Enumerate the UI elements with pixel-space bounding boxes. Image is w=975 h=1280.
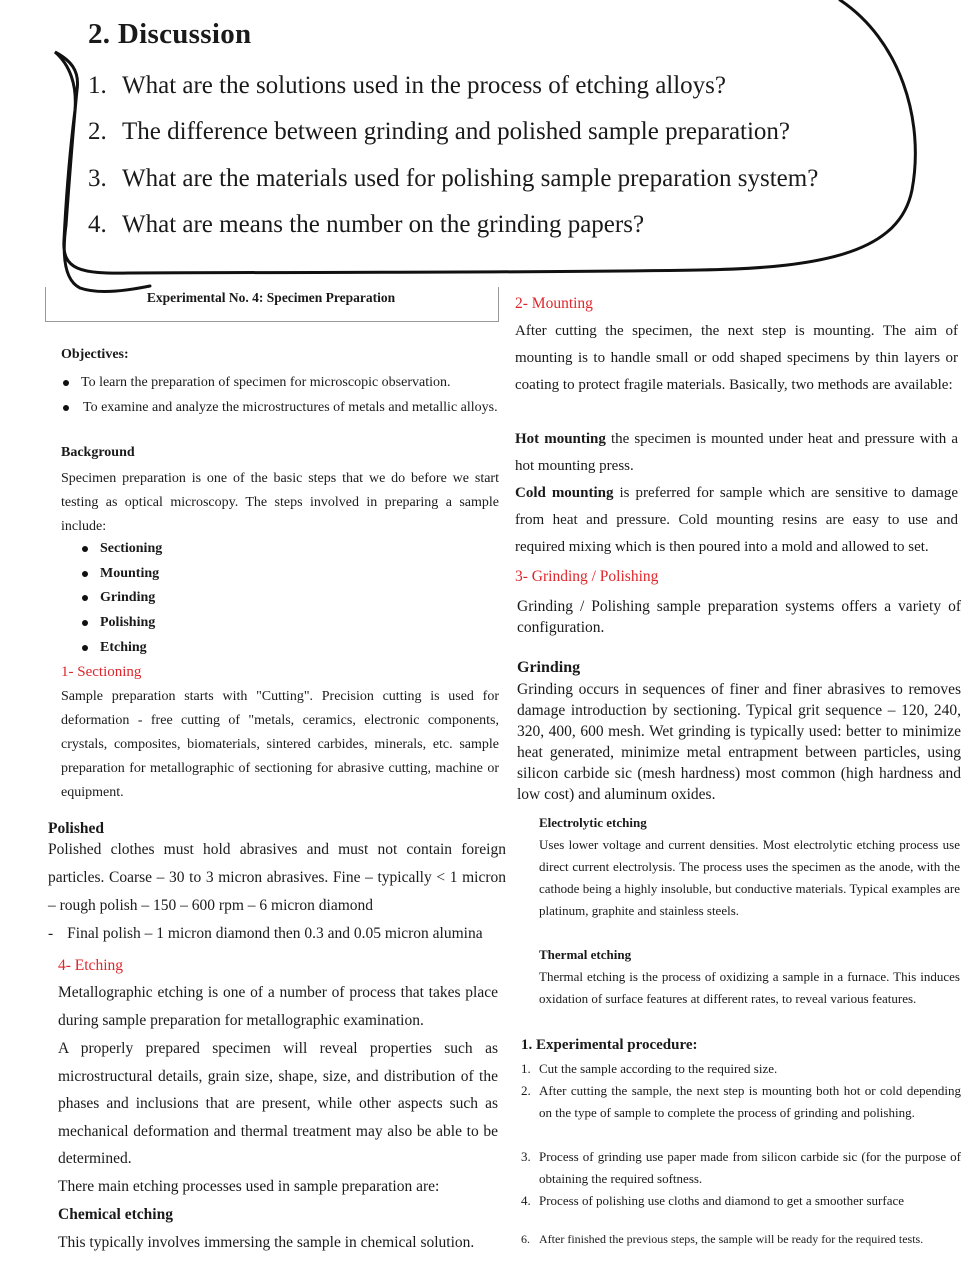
discussion-question: 3. What are the materials used for polishing sample preparation system?: [88, 165, 819, 192]
procedure-step: 3. Process of grinding use paper made from silicon carbide sic (for the purpose of obtaining the required softness.: [521, 1149, 961, 1186]
objective-item: To learn the preparation of specimen for microscopic observation.: [63, 371, 503, 395]
electrolytic-etching-text: Uses lower voltage and current densities. Most electrolytic etching process use direct current electrolysis. The process uses the specimen as the anode, with the cathode being a highly insoluble, but conductive materials. Typical examples are platinum, graphite and stainless steels.: [539, 837, 960, 918]
step-item: Polishing: [82, 615, 155, 631]
discussion-question: 2. The difference between grinding and polished sample preparation?: [88, 118, 791, 145]
sectioning-text: Sample preparation starts with "Cutting". Precision cutting is used for deformation - free cutting of "metals, ceramics, electronic components, crystals, composites, biomaterials, sintered carbides, minerals, etc. sample preparation for metallographic of sectioning for abrasive cutting, machine or equipment.: [61, 689, 499, 800]
grinding-polishing-heading: 3- Grinding / Polishing: [515, 568, 659, 585]
polished-text: Polished clothes must hold abrasives and must not contain foreign particles. Coarse – 30 to 3 micron abrasives. Fine – typically < 1 micron – rough polish – 150 – 600 rpm – 6 micron diamond: [48, 841, 506, 914]
background-heading: Background: [61, 445, 135, 460]
etching-paragraph-1: Metallographic etching is one of a number of process that takes place during sample preparation for metallographic examination.: [58, 984, 498, 1029]
experiment-title: Experimental No. 4: Specimen Preparation: [146, 290, 396, 305]
procedure-step: 4. Process of polishing use cloths and diamond to get a smoother surface: [521, 1193, 905, 1208]
etching-paragraph-3: There main etching processes used in sample preparation are:: [58, 1178, 440, 1195]
background-text: Specimen preparation is one of the basic steps that we do before we start testing as optical microscopy. The steps involved in preparing a sample include:: [61, 471, 499, 534]
sectioning-heading: 1- Sectioning: [61, 664, 142, 680]
step-item: Mounting: [82, 566, 159, 582]
discussion-question: 1. What are the solutions used in the process of etching alloys?: [88, 72, 727, 99]
thermal-etching-text: Thermal etching is the process of oxidizing a sample in a furnace. This induces oxidation of surface features at different rates, to reveal various features.: [539, 969, 960, 1006]
grinding-heading: Grinding: [517, 659, 581, 676]
discussion-question: 4. What are means the number on the grinding papers?: [88, 211, 645, 238]
grinding-polishing-text: Grinding / Polishing sample preparation systems offers a variety of configuration.: [517, 598, 961, 636]
chemical-etching-heading: Chemical etching: [58, 1206, 173, 1223]
etching-paragraph-2: A properly prepared specimen will reveal properties such as microstructural details, grain size, shape, size, and distribution of the phases and inclusions that are present, while other aspects such as mechanical deformation and thermal treatment may also be able to be determined.: [58, 1040, 498, 1167]
grinding-text: Grinding occurs in sequences of finer and finer abrasives to removes damage introduction by sectioning. Typical grit sequence – 120, 240, 320, 400, 600 mesh. Wet grinding is typically used: better to minimize heat generated, minimize metal entrapment between particles, using silicon carbide sic (mesh hardness) most common (high hardness and low cost) and aluminum oxides.: [517, 681, 961, 803]
polished-heading: Polished: [48, 820, 104, 837]
thermal-etching-heading: Thermal etching: [539, 947, 632, 962]
step-item: Sectioning: [82, 541, 162, 557]
electrolytic-etching-heading: Electrolytic etching: [539, 815, 647, 830]
cold-mounting-text: Cold mounting is preferred for sample which are sensitive to damage from heat and pressure. Cold mounting resins are easy to use and required mixing which is then poured into a mold and allowed to set.: [515, 485, 958, 555]
discussion-title: 2. Discussion: [88, 18, 252, 50]
chemical-etching-text: This typically involves immersing the sample in chemical solution.: [58, 1234, 475, 1251]
step-item: Grinding: [82, 590, 155, 606]
mounting-heading: 2- Mounting: [515, 295, 593, 312]
mounting-text: After cutting the specimen, the next step is mounting. The aim of mounting is to handle small or odd shaped specimens by thin layers or coating to protect fragile materials. Basically, two methods are available:: [515, 323, 958, 393]
objectives-heading: Objectives:: [61, 347, 129, 362]
objective-item: To examine and analyze the microstructures of metals and metallic alloys.: [63, 396, 503, 420]
polished-final: - Final polish – 1 micron diamond then 0.3 and 0.05 micron alumina: [48, 925, 483, 942]
procedure-step: 1. Cut the sample according to the required size.: [521, 1061, 778, 1076]
procedure-step: 2. After cutting the sample, the next step is mounting both hot or cold depending on the type of sample to complete the process of grinding and polishing.: [521, 1083, 961, 1120]
procedure-step: 6. After finished the previous steps, the sample will be ready for the required tests.: [521, 1232, 924, 1246]
step-item: Etching: [82, 640, 147, 656]
procedure-heading: 1. Experimental procedure:: [521, 1037, 698, 1053]
etching-heading: 4- Etching: [58, 957, 123, 974]
hot-mounting-text: Hot mounting the specimen is mounted under heat and pressure with a hot mounting press.: [515, 431, 958, 474]
